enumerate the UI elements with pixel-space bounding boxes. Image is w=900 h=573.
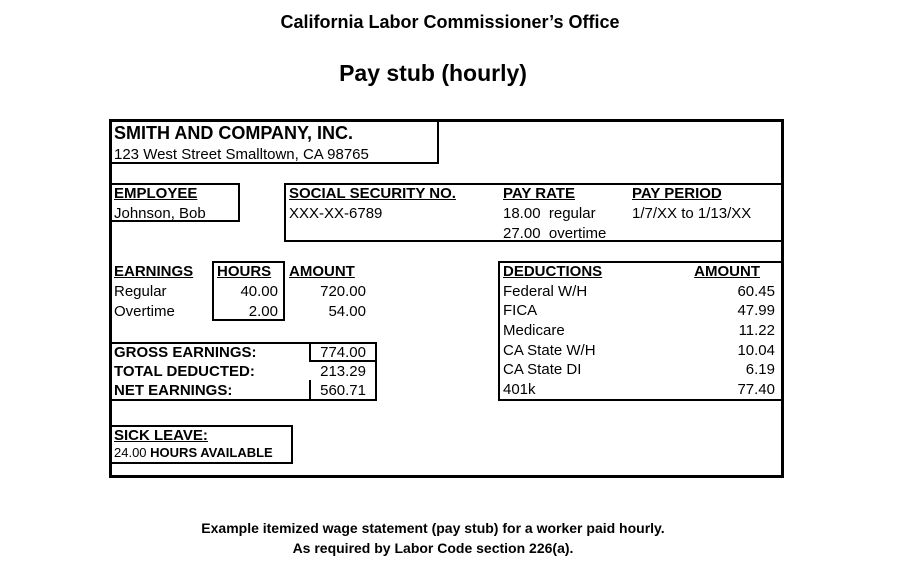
caption-line-1: Example itemized wage statement (pay stub) for a worker paid hourly. [201,520,665,536]
deduction-name: Federal W/H [503,283,588,300]
pay-rate-overtime: 27.00 overtime [503,225,607,242]
ssn-label: SOCIAL SECURITY NO. [289,185,456,202]
caption-line-2: As required by Labor Code section 226(a). [292,540,574,556]
deduction-name: FICA [503,302,538,319]
amount-regular: 720.00 [320,283,366,300]
earnings-amount-label: AMOUNT [289,263,355,280]
gross-earnings-label: GROSS EARNINGS: [114,344,257,361]
company-address: 123 West Street Smalltown, CA 98765 [114,146,369,163]
total-deducted-value: 213.29 [320,363,366,380]
employee-label: EMPLOYEE [114,185,198,202]
document-title: Pay stub (hourly) [339,60,527,86]
deduction-name: 401k [503,381,536,398]
hours-regular: 40.00 [240,283,278,300]
hours-overtime: 2.00 [248,303,278,320]
sick-leave-label: SICK LEAVE: [114,427,208,444]
company-name: SMITH AND COMPANY, INC. [114,123,354,143]
net-earnings-label: NET EARNINGS: [114,382,233,399]
pay-period-value: 1/7/XX to 1/13/XX [632,205,752,222]
sick-leave-line [114,445,273,461]
earnings-type-overtime: Overtime [114,303,175,320]
deduction-amount: 77.40 [737,381,775,398]
sick-leave-available-text: HOURS AVAILABLE [150,445,273,460]
deduction-name: CA State DI [503,361,582,378]
deductions-amount-label: AMOUNT [694,263,760,280]
deduction-name: Medicare [503,322,565,339]
employee-name: Johnson, Bob [114,205,206,222]
amount-overtime: 54.00 [328,303,366,320]
deduction-name: CA State W/H [503,342,596,359]
deduction-amount: 47.99 [737,302,775,319]
deduction-amount: 60.45 [737,283,775,300]
earnings-label: EARNINGS [114,263,194,280]
deductions-label: DEDUCTIONS [503,263,603,280]
office-name: California Labor Commissioner’s Office [280,12,620,32]
ssn-value: XXX-XX-6789 [289,205,383,222]
pay-period-label: PAY PERIOD [632,185,722,202]
deduction-amount: 6.19 [745,361,775,378]
pay-rate-label: PAY RATE [503,185,575,202]
pay-rate-regular: 18.00 regular [503,205,596,222]
deduction-amount: 10.04 [737,342,775,359]
total-deducted-label: TOTAL DEDUCTED: [114,363,255,380]
net-earnings-value: 560.71 [320,382,366,399]
sick-leave-hours: 24.00 [114,445,147,460]
deduction-amount: 11.22 [738,322,775,339]
gross-earnings-value: 774.00 [320,344,366,361]
earnings-type-regular: Regular [114,283,167,300]
hours-label: HOURS [217,263,272,280]
